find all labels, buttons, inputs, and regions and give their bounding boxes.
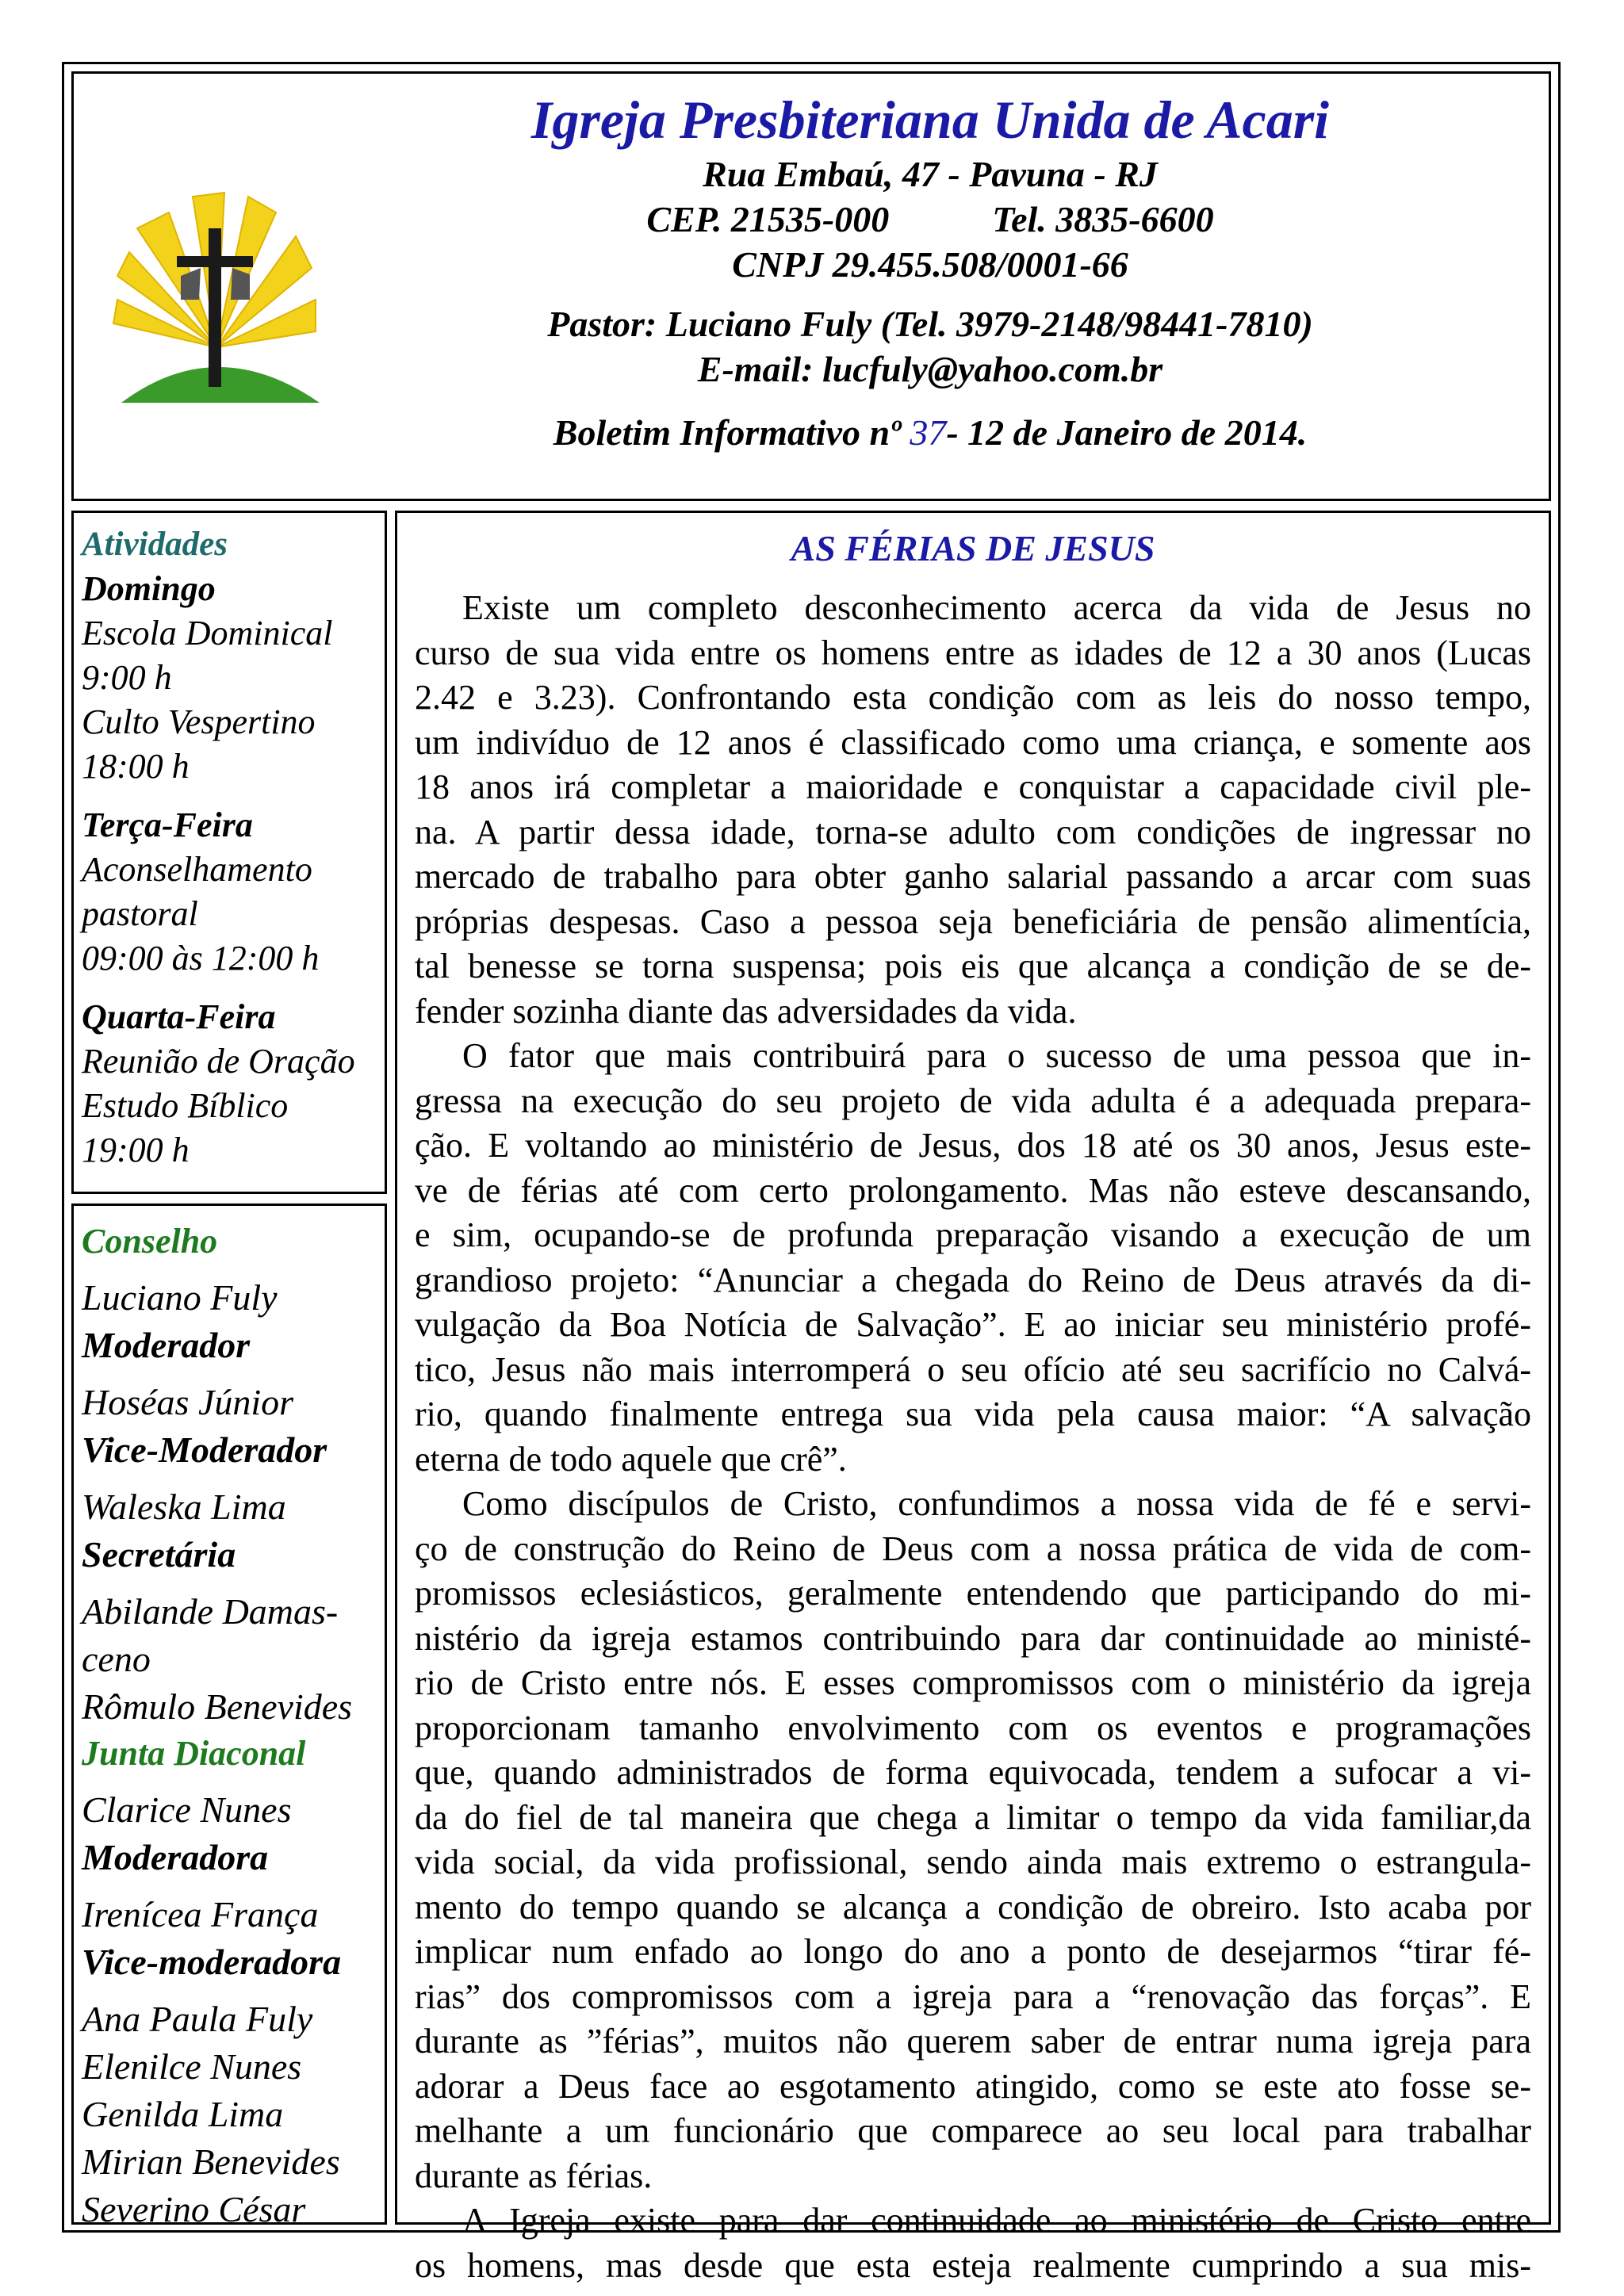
article-line: A Igreja existe para dar continuidade ao ministério de Cristo entre [462, 2201, 1531, 2240]
article-line: 2.42 e 3.23). Confrontando esta condição com as leis do nosso tempo, [415, 678, 1531, 717]
article-line: rio de Cristo entre nós. E esses compromissos com o ministério da igreja [415, 1663, 1531, 1702]
article-line: tal benesse se torna suspensa; pois eis que alcança a condição de se de- [415, 947, 1531, 985]
article-line: gressa na execução do seu projeto de vida adulta é a adequada prepara- [415, 1081, 1531, 1120]
article-paragraph-2 [415, 1034, 1531, 1482]
cep-tel-row [335, 197, 1525, 242]
church-cnpj: CNPJ 29.455.508/0001-66 [732, 244, 1128, 285]
council-box [71, 1203, 387, 2229]
article-line: mercado de trabalho para obter ganho salarial passando a arcar com suas [415, 857, 1531, 896]
deacon-other: Severino César [82, 2189, 306, 2229]
deacon-other: Mirian Benevides [82, 2141, 340, 2182]
article-line: vida social, da vida profissional, sendo ainda mais extremo o estrangula- [415, 1843, 1531, 1881]
activity-line: 9:00 h [82, 658, 172, 697]
activity-line: Aconselhamento [82, 850, 312, 889]
article-line: melhante a um funcionário que comparece ao seu local para trabalhar [415, 2111, 1531, 2150]
activity-line: Escola Dominical [82, 614, 333, 652]
activity-line: 18:00 h [82, 747, 190, 786]
article-line: e sim, ocupando-se de profunda preparação visando a execução de um [415, 1215, 1531, 1254]
council-member-role: Vice-Moderador [82, 1429, 327, 1470]
activity-day-terca: Terça-Feira [82, 806, 253, 844]
article-line: vulgação da Boa Notícia de Salvação”. E ao iniciar seu ministério profé- [415, 1305, 1531, 1344]
article-line: tico, Jesus não mais interromperá o seu ofício até seu sacrifício no Calvá- [415, 1349, 1531, 1389]
article-line: 18 anos irá completar a maioridade e conquistar a capacidade civil ple- [415, 767, 1531, 806]
header-text [335, 82, 1525, 457]
article-line: da do fiel de tal maneira que chega a limitar o tempo da vida familiar,da [415, 1797, 1531, 1837]
activity-line: Culto Vespertino [82, 702, 316, 741]
activity-line: Reunião de Oração [82, 1042, 355, 1081]
article-line: Existe um completo desconhecimento acerca da vida de Jesus no [462, 588, 1531, 627]
council-member-name: Luciano Fuly [82, 1277, 278, 1318]
bulletin-number: 37 [910, 412, 947, 453]
bulletin-suffix: - 12 de Janeiro de 2014. [946, 412, 1308, 453]
church-tel: Tel. 3835-6600 [992, 199, 1214, 239]
article-line: durante as férias. [415, 2156, 653, 2195]
church-address: Rua Embaú, 47 - Pavuna - RJ [703, 154, 1158, 194]
article-paragraph-1 [415, 586, 1531, 1034]
activity-day-quarta: Quarta-Feira [82, 997, 276, 1036]
article-line: fender sozinha diante das adversidades da vida. [415, 991, 1077, 1031]
council-member-role: Secretária [82, 1534, 236, 1575]
activity-line: 19:00 h [82, 1131, 190, 1169]
article-line: na. A partir dessa idade, torna-se adulto com condições de ingressar no [415, 812, 1531, 851]
article-line: próprias despesas. Caso a pessoa seja beneficiária de pensão alimentícia, [415, 901, 1531, 941]
deacon-other: Ana Paula Fuly [82, 1999, 313, 2039]
article-line: Como discípulos de Cristo, confundimos a nossa vida de fé e servi- [462, 1484, 1531, 1523]
article-box [395, 511, 1551, 2285]
council-member-name: Waleska Lima [82, 1487, 286, 1527]
activity-line: 09:00 às 12:00 h [82, 939, 320, 978]
activities-box [71, 511, 387, 1194]
article-line: rias” dos compromissos com a igreja para a “renovação das forças”. E [415, 1976, 1531, 2016]
article-line: eterna de todo aquele que crê”. [415, 1439, 847, 1479]
email-line: E-mail: lucfuly@yahoo.com.br [697, 349, 1163, 389]
article-line: os homens, mas desde que esta esteja realmente cumprindo a sua mis- [415, 2245, 1531, 2285]
council-member-role: Moderador [82, 1325, 251, 1365]
deacon-member-role: Moderadora [82, 1837, 269, 1877]
article-paragraph-4 [415, 2198, 1531, 2288]
article-line: um indivíduo de 12 anos é classificado como uma criança, e somente aos [415, 722, 1531, 762]
article-line: nistério da igreja estamos contribuindo para dar continuidade ao ministé- [415, 1618, 1531, 1658]
deacon-other: Genilda Lima [82, 2094, 284, 2134]
deacon-other: Elenilce Nunes [82, 2046, 302, 2087]
article-line: ve de férias até com certo prolongamento. Mas não esteve descansando, [415, 1170, 1531, 1210]
header-box [71, 71, 1551, 501]
bulletin-line [335, 409, 1525, 457]
council-other: ceno [82, 1639, 151, 1679]
article-line: ção. E voltando ao ministério de Jesus, dos 18 até os 30 anos, Jesus este- [415, 1126, 1531, 1165]
activity-line: pastoral [82, 894, 198, 933]
article-line: adorar a Deus face ao esgotamento atingido, como se este ato fosse se- [415, 2066, 1531, 2106]
article-title: AS FÉRIAS DE JESUS [791, 528, 1155, 568]
deacons-title: Junta Diaconal [82, 1734, 306, 1773]
church-logo-icon [105, 181, 327, 419]
church-cep: CEP. 21535-000 [646, 199, 890, 239]
article-line: curso de sua vida entre os homens entre as idades de 12 a 30 anos (Lucas [415, 633, 1531, 672]
deacon-member-name: Irenícea França [82, 1894, 319, 1934]
article-line: proporcionam tamanho envolvimento com os eventos e programações [415, 1708, 1531, 1747]
article-line: rio, quando finalmente entrega sua vida pela causa maior: “A salvação [415, 1395, 1531, 1433]
council-other: Abilande Damas- [82, 1591, 339, 1632]
article-line: grandioso projeto: “Anunciar a chegada do Reino de Deus através da di- [415, 1260, 1531, 1299]
article-line: mento do tempo quando se alcança a condição de obreiro. Isto acaba por [415, 1887, 1531, 1927]
deacon-member-name: Clarice Nunes [82, 1789, 292, 1830]
article-line: O fator que mais contribuirá para o sucesso de uma pessoa que in- [462, 1036, 1531, 1075]
article-line: implicar num enfado ao longo do ano a ponto de desejarmos “tirar fé- [415, 1932, 1531, 1971]
article-paragraph-3 [415, 1482, 1531, 2198]
church-name: Igreja Presbiteriana Unida de Acari [530, 90, 1330, 150]
activity-line: Estudo Bíblico [82, 1086, 289, 1125]
council-title: Conselho [82, 1222, 218, 1261]
article-line: ço de construção do Reino de Deus com a nossa prática de vida de com- [415, 1529, 1531, 1568]
activities-title: Atividades [82, 526, 228, 563]
deacon-member-role: Vice-moderadora [82, 1942, 342, 1982]
pastor-line: Pastor: Luciano Fuly (Tel. 3979-2148/98441-7810) [547, 304, 1313, 344]
article-line: que, quando administrados de forma equivocada, tendem a sufocar a vi- [415, 1753, 1531, 1792]
activity-day-domingo: Domingo [82, 569, 216, 608]
council-other: Rômulo Benevides [82, 1686, 353, 1727]
article-line: promissos eclesiásticos, geralmente entendendo que participando do mi- [415, 1574, 1531, 1613]
council-member-name: Hoséas Júnior [82, 1382, 294, 1422]
bulletin-prefix: Boletim Informativo nº [553, 412, 910, 453]
article-line: durante as ”férias”, muitos não querem saber de entrar numa igreja para [415, 2022, 1531, 2061]
